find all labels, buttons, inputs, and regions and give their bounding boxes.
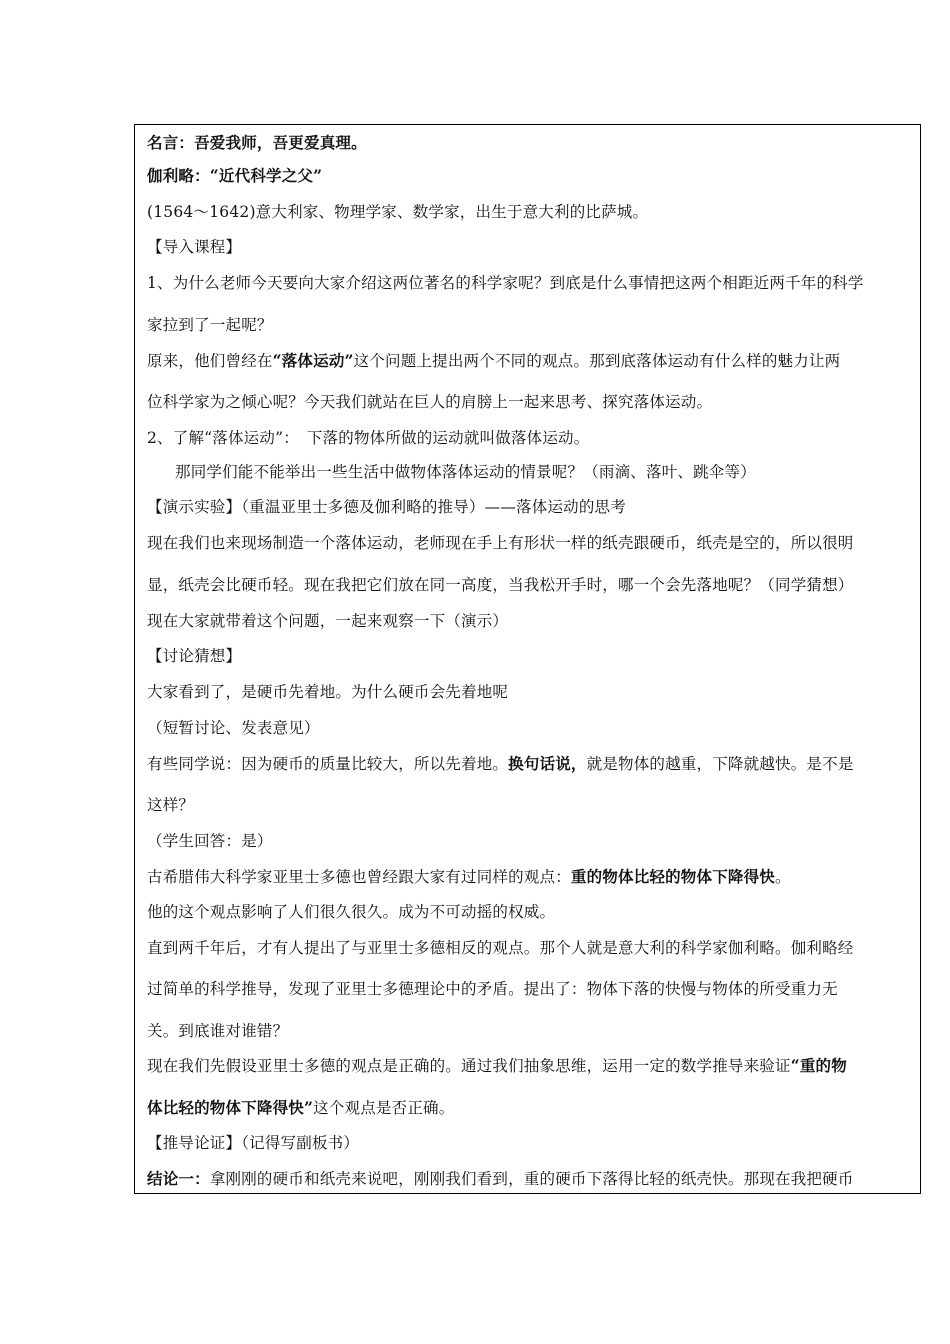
- paragraph-line: 他的这个观点影响了人们很久很久。成为不可动摇的权威。: [147, 903, 556, 921]
- document-table-cell: [134, 124, 921, 1194]
- section-heading-intro: 【导入课程】: [147, 238, 242, 256]
- paragraph-line: 家拉到了一起呢？: [147, 316, 273, 334]
- paragraph-line: 过简单的科学推导，发现了亚里士多德理论中的矛盾。提出了：物体下落的快慢与物体的所受重力无: [147, 980, 838, 998]
- emphasis-text: 重的物体比轻的物体下降得快: [570, 867, 776, 886]
- paragraph-line: 这样？: [147, 796, 195, 814]
- paragraph-line: [147, 351, 840, 371]
- paragraph-line: [147, 867, 791, 887]
- paragraph-line: 显，纸壳会比硬币轻。现在我把它们放在同一高度，当我松开手时，哪一个会先落地呢？（同学猜想）: [147, 576, 854, 594]
- emphasis-text: 结论一：: [147, 1169, 210, 1188]
- paragraph-line: 关。到底谁对谁错？: [147, 1022, 289, 1040]
- text-run: 现在我们先假设亚里士多德的观点是正确的。通过我们抽象思维，运用一定的数学推导来验证: [147, 1057, 791, 1075]
- emphasis-text: 体比轻的物体下降得快”: [147, 1098, 314, 1117]
- text-run: 这个问题上提出两个不同的观点。那到底落体运动有什么样的魅力让两: [353, 352, 841, 370]
- section-heading-demo: 【演示实验】（重温亚里士多德及伽利略的推导）——落体运动的思考: [147, 498, 626, 516]
- section-heading-discussion: 【讨论猜想】: [147, 647, 242, 665]
- text-run: 拿刚刚的硬币和纸壳来说吧，刚刚我们看到，重的硬币下落得比轻的纸壳快。那现在我把硬币: [209, 1170, 854, 1188]
- paragraph-line: [147, 1169, 854, 1189]
- galileo-bio-line: (1564～1642)意大利家、物理学家、数学家，出生于意大利的比萨城。: [147, 203, 649, 221]
- paragraph-line: 现在我们也来现场制造一个落体运动，老师现在手上有形状一样的纸壳跟硬币，纸壳是空的，所以很明: [147, 534, 854, 552]
- section-heading-derivation: 【推导论证】（记得写副板书）: [147, 1134, 360, 1152]
- paragraph-line: （短暂讨论、发表意见）: [147, 719, 320, 737]
- text-run: 就是物体的越重，下降就越快。是不是: [586, 755, 854, 773]
- paragraph-line: [147, 1056, 847, 1076]
- paragraph-line: 1、为什么老师今天要向大家介绍这两位著名的科学家呢？到底是什么事情把这两个相距近两千年的科学: [147, 274, 864, 292]
- text-run: 古希腊伟大科学家亚里士多德也曾经跟大家有过同样的观点：: [147, 868, 571, 886]
- paragraph-line: 现在大家就带着这个问题，一起来观察一下（演示）: [147, 612, 509, 630]
- emphasis-text: 换句话说，: [508, 754, 587, 773]
- text-run: 。: [775, 868, 791, 886]
- paragraph-line: 大家看到了，是硬币先着地。为什么硬币会先着地呢: [147, 683, 509, 701]
- text-run: 这个观点是否正确。: [313, 1099, 455, 1117]
- emphasis-text: “重的物: [790, 1056, 847, 1075]
- galileo-title-line: 伽利略：“近代科学之父”: [147, 166, 323, 185]
- paragraph-line: （学生回答：是）: [147, 832, 273, 850]
- paragraph-line: [147, 754, 854, 774]
- paragraph-line: 2、了解“落体运动”： 下落的物体所做的运动就叫做落体运动。: [147, 429, 590, 447]
- paragraph-line: 直到两千年后，才有人提出了与亚里士多德相反的观点。那个人就是意大利的科学家伽利略。伽利略经: [147, 939, 854, 957]
- quote-line: 名言：吾爱我师，吾更爱真理。: [147, 133, 367, 152]
- paragraph-line: 位科学家为之倾心呢？今天我们就站在巨人的肩膀上一起来思考、探究落体运动。: [147, 393, 713, 411]
- emphasis-text: “落体运动”: [272, 351, 354, 370]
- paragraph-line: 那同学们能不能举出一些生活中做物体落体运动的情景呢？（雨滴、落叶、跳伞等）: [175, 463, 756, 481]
- text-run: 有些同学说：因为硬币的质量比较大，所以先着地。: [147, 755, 509, 773]
- paragraph-line: [147, 1098, 454, 1118]
- text-run: 原来，他们曾经在: [147, 352, 273, 370]
